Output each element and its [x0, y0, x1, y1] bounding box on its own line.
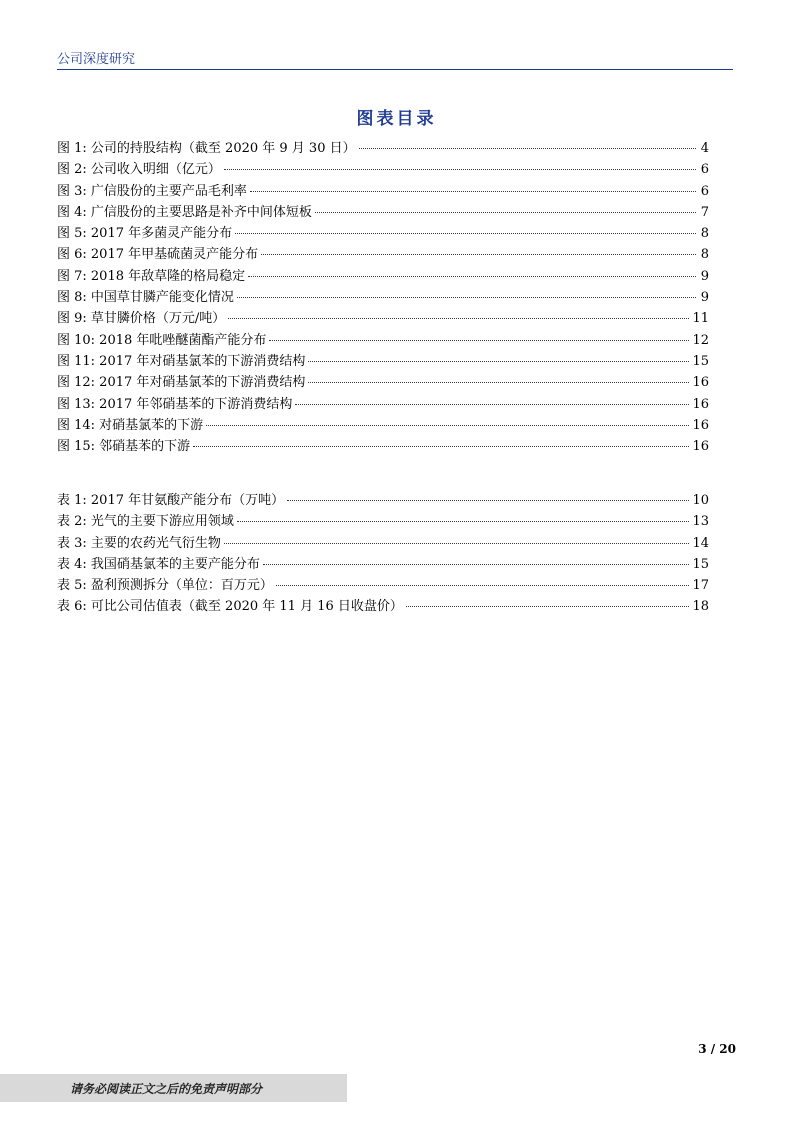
figure-entry-label[interactable]: 图 4: 广信股份的主要思路是补齐中间体短板 [57, 204, 312, 220]
figure-entry[interactable] [57, 244, 709, 265]
table-list [57, 490, 709, 618]
table-entry-page: 15 [692, 556, 709, 572]
figure-entry[interactable] [57, 330, 709, 351]
figure-entry-page: 6 [700, 183, 709, 199]
figure-entry[interactable] [57, 159, 709, 180]
table-entry[interactable] [57, 554, 709, 575]
figure-entry-page: 16 [692, 375, 709, 391]
table-entry-label[interactable]: 表 1: 2017 年甘氨酸产能分布（万吨） [57, 493, 285, 508]
dot-leader [248, 275, 696, 277]
figure-entry-label[interactable]: 图 9: 草甘膦价格（万元/吨） [57, 311, 226, 327]
table-entry[interactable] [57, 511, 709, 532]
figure-entry-label[interactable]: 图 2: 公司收入明细（亿元） [57, 162, 221, 178]
figure-entry[interactable] [57, 308, 709, 329]
figure-entry-page: 15 [692, 353, 709, 369]
figure-entry-page: 4 [700, 141, 709, 156]
dot-leader [287, 499, 689, 501]
table-entry[interactable] [57, 596, 709, 617]
footer-disclaimer-text: 请务必阅读正文之后的免责声明部分 [70, 1082, 263, 1096]
figure-entry[interactable] [57, 266, 709, 287]
figure-entry-label[interactable]: 图 13: 2017 年邻硝基苯的下游消费结构 [57, 396, 293, 412]
dot-leader [224, 168, 696, 170]
table-entry-label[interactable]: 表 3: 主要的农药光气衍生物 [57, 535, 221, 551]
figure-entry[interactable] [57, 223, 709, 244]
table-entry-label[interactable]: 表 6: 可比公司估值表（截至 2020 年 11 月 16 日收盘价） [57, 599, 403, 615]
dot-leader [315, 211, 696, 213]
table-entry-page: 18 [692, 599, 709, 615]
figure-entry[interactable] [57, 415, 709, 436]
figure-entry[interactable] [57, 351, 709, 372]
figure-entry-page: 9 [700, 268, 709, 284]
figure-entry[interactable] [57, 138, 709, 159]
dot-leader [224, 542, 690, 544]
figure-entry-page: 7 [700, 204, 709, 220]
figure-entry-label[interactable]: 图 1: 公司的持股结构（截至 2020 年 9 月 30 日） [57, 141, 356, 156]
figure-entry-page: 16 [692, 396, 709, 412]
dot-leader [276, 584, 690, 586]
figure-entry[interactable] [57, 372, 709, 393]
footer-disclaimer-band [0, 1074, 347, 1102]
table-entry[interactable] [57, 533, 709, 554]
dot-leader [250, 190, 696, 192]
figure-entry-label[interactable]: 图 7: 2018 年敌草隆的格局稳定 [57, 268, 246, 284]
figure-entry-page: 12 [692, 332, 709, 348]
figure-entry-label[interactable]: 图 11: 2017 年对硝基氯苯的下游消费结构 [57, 353, 306, 369]
figure-entry-page: 6 [700, 162, 709, 178]
toc-title: 图表目录 [356, 109, 437, 129]
dot-leader [235, 232, 696, 234]
table-entry-label[interactable]: 表 4: 我国硝基氯苯的主要产能分布 [57, 556, 260, 572]
dot-leader [237, 296, 696, 298]
table-entry-page: 13 [692, 514, 709, 530]
dot-leader [359, 147, 696, 149]
figure-entry-page: 11 [692, 311, 709, 327]
table-entry-page: 10 [692, 493, 709, 508]
figure-entry-page: 8 [700, 247, 709, 263]
table-entry-page: 17 [692, 578, 709, 594]
figure-entry-label[interactable]: 图 8: 中国草甘膦产能变化情况 [57, 290, 234, 306]
figure-entry-page: 16 [692, 417, 709, 433]
table-entry[interactable] [57, 490, 709, 511]
figure-entry-page: 16 [692, 439, 709, 455]
figure-entry[interactable] [57, 394, 709, 415]
figure-entry-label[interactable]: 图 6: 2017 年甲基硫菌灵产能分布 [57, 247, 259, 263]
dot-leader [406, 605, 690, 607]
table-entry-label[interactable]: 表 2: 光气的主要下游应用领域 [57, 514, 234, 530]
table-entry-label[interactable]: 表 5: 盈利预测拆分（单位：百万元） [57, 578, 273, 594]
figure-entry-page: 9 [700, 290, 709, 306]
dot-leader [228, 317, 689, 319]
dot-leader [193, 445, 689, 447]
figure-entry[interactable] [57, 436, 709, 457]
table-entry-page: 14 [692, 535, 709, 551]
dot-leader [308, 381, 689, 383]
dot-leader [206, 424, 689, 426]
figure-entry[interactable] [57, 181, 709, 202]
figure-entry-label[interactable]: 图 12: 2017 年对硝基氯苯的下游消费结构 [57, 375, 306, 391]
figure-entry-label[interactable]: 图 5: 2017 年多菌灵产能分布 [57, 226, 233, 242]
figure-entry-label[interactable]: 图 10: 2018 年吡唑醚菌酯产能分布 [57, 332, 267, 348]
figure-entry-label[interactable]: 图 15: 邻硝基苯的下游 [57, 439, 191, 455]
dot-leader [308, 360, 689, 362]
dot-leader [295, 403, 689, 405]
dot-leader [261, 253, 696, 255]
dot-leader [269, 339, 689, 341]
figure-entry-page: 8 [700, 226, 709, 242]
figure-entry-label[interactable]: 图 3: 广信股份的主要产品毛利率 [57, 183, 247, 199]
document-header-label: 公司深度研究 [57, 48, 733, 70]
figure-entry[interactable] [57, 287, 709, 308]
dot-leader [263, 563, 690, 565]
figure-entry[interactable] [57, 202, 709, 223]
figure-entry-label[interactable]: 图 14: 对硝基氯苯的下游 [57, 417, 204, 433]
dot-leader [237, 520, 690, 522]
page-number: 3 / 20 [698, 1042, 736, 1056]
figure-list [57, 138, 709, 457]
table-entry[interactable] [57, 575, 709, 596]
